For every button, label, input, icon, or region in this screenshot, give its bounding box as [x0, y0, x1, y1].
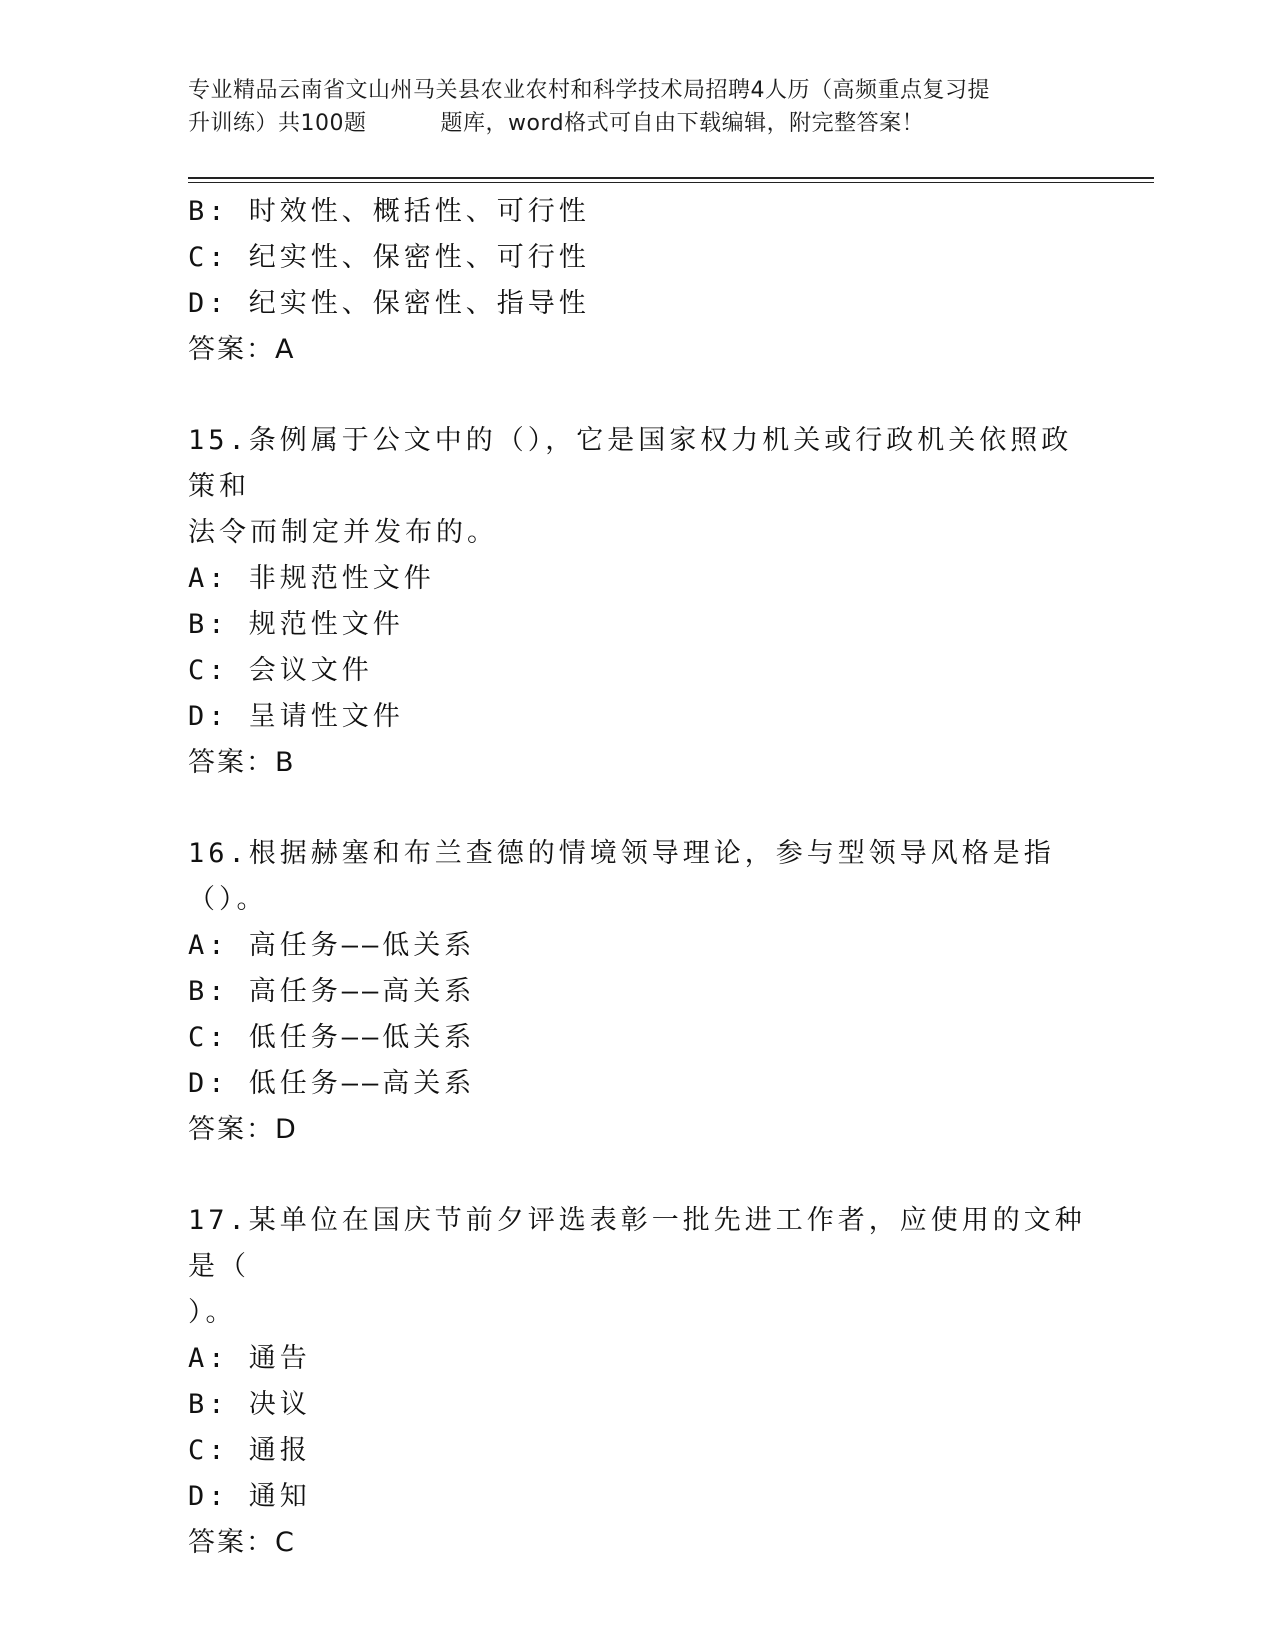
question-15: [188, 418, 1088, 786]
option-c: C: 低任务——低关系: [188, 1022, 476, 1053]
option-b: B: 规范性文件: [188, 609, 404, 640]
answer-line: 答案：A: [188, 334, 296, 365]
question-16: [188, 831, 1088, 1153]
document-header: [188, 74, 1088, 140]
question-stem-continued: ）。: [188, 1297, 237, 1328]
option-b: B: 时效性、概括性、可行性: [188, 196, 590, 227]
option-d: D: 通知: [188, 1481, 311, 1512]
option-a: A: 高任务——低关系: [188, 930, 476, 961]
question-17: [188, 1198, 1088, 1566]
question-stem: 16.根据赫塞和布兰查德的情境领导理论，参与型领导风格是指（）。: [188, 838, 1055, 915]
option-d: D: 低任务——高关系: [188, 1068, 476, 1099]
option-a: A: 通告: [188, 1343, 311, 1374]
question-stem: 17.某单位在国庆节前夕评选表彰一批先进工作者，应使用的文种是（: [188, 1205, 1086, 1282]
question-14-continued: [188, 189, 1088, 373]
option-c: C: 纪实性、保密性、可行性: [188, 242, 590, 273]
option-d: D: 纪实性、保密性、指导性: [188, 288, 590, 319]
header-title-line-2: [188, 107, 1088, 140]
option-b: B: 决议: [188, 1389, 311, 1420]
answer-line: 答案：D: [188, 1114, 298, 1145]
answer-line: 答案：B: [188, 747, 296, 778]
header-title-line-1: 专业精品云南省文山州马关县农业农村和科学技术局招聘4人历（高频重点复习提: [188, 78, 990, 103]
header-title-part-a: 升训练）共100题: [188, 111, 367, 136]
header-divider-thin: [188, 182, 1154, 183]
option-d: D: 呈请性文件: [188, 701, 404, 732]
option-b: B: 高任务——高关系: [188, 976, 476, 1007]
option-c: C: 通报: [188, 1435, 311, 1466]
question-list: [188, 189, 1088, 1566]
answer-line: 答案：C: [188, 1527, 296, 1558]
question-stem-continued: 法令而制定并发布的。: [188, 517, 498, 548]
question-stem: 15.条例属于公文中的（），它是国家权力机关或行政机关依照政策和: [188, 425, 1073, 502]
option-a: A: 非规范性文件: [188, 563, 435, 594]
header-divider-thick: [188, 177, 1154, 179]
header-title-part-b: 题库，word格式可自由下载编辑，附完整答案！: [440, 111, 925, 136]
option-c: C: 会议文件: [188, 655, 373, 686]
